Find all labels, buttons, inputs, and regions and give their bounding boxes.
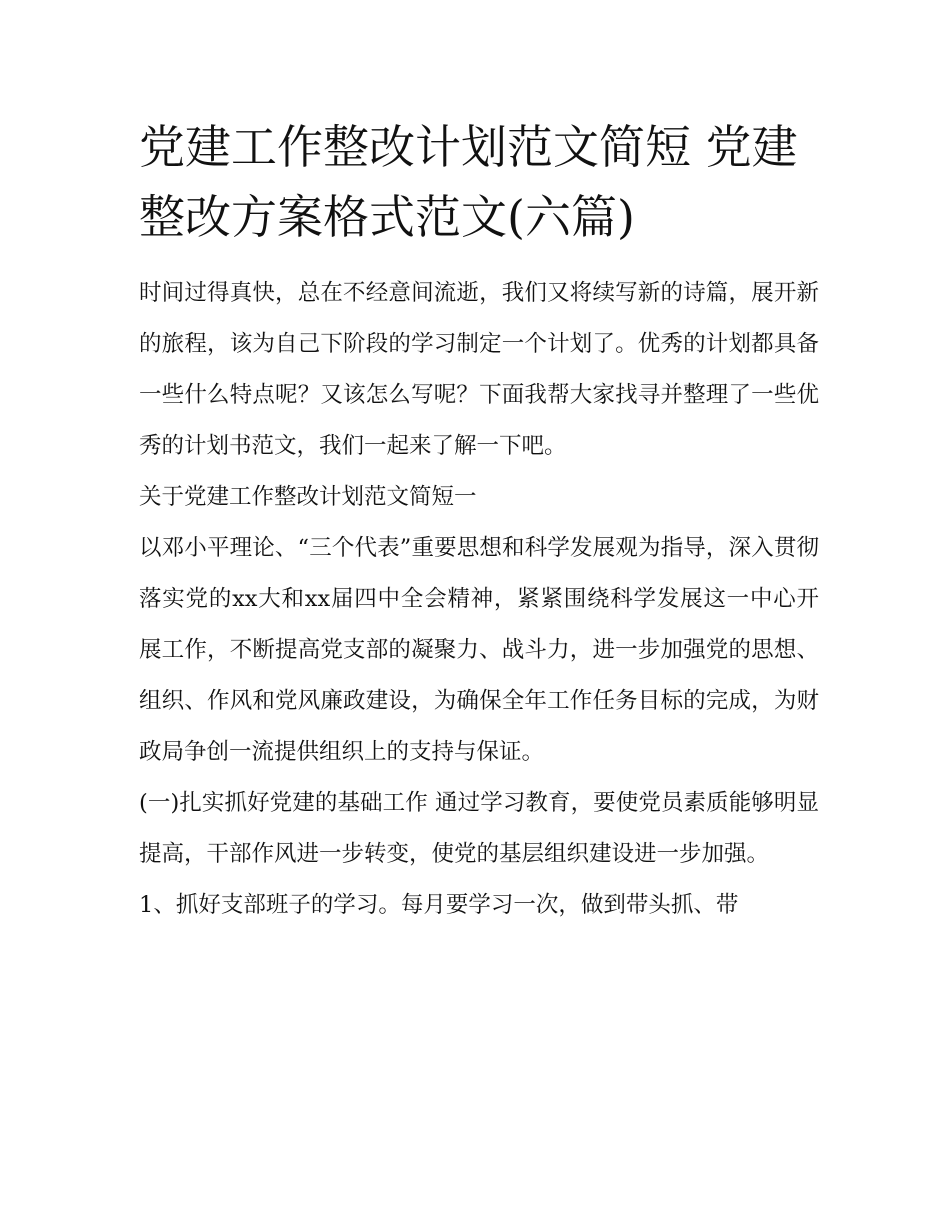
list-item-paragraph: 1、抓好支部班子的学习。每月要学习一次，做到带头抓、带 bbox=[139, 892, 739, 918]
section-heading: 关于党建工作整改计划范文简短一 bbox=[139, 484, 477, 510]
document-page bbox=[139, 112, 819, 931]
document-title: 党建工作整改计划范文简短 党建整改方案格式范文(六篇) bbox=[139, 120, 798, 244]
subsection-paragraph: (一)扎实抓好党建的基础工作 通过学习教育，要使党员素质能够明显提高，干部作风进一步转变，使党的基层组织建设进一步加强。 bbox=[139, 790, 819, 867]
intro-paragraph: 时间过得真快，总在不经意间流逝，我们又将续写新的诗篇，展开新的旅程，该为自己下阶段的学习制定一个计划了。优秀的计划都具备一些什么特点呢？又该怎么写呢？下面我帮大家找寻并整理了一些优秀的计划书范文，我们一起来了解一下吧。 bbox=[139, 280, 819, 459]
guideline-paragraph: 以邓小平理论、“三个代表”重要思想和科学发展观为指导，深入贯彻落实党的xx大和xx届四中全会精神，紧紧围绕科学发展这一中心开展工作，不断提高党支部的凝聚力、战斗力，进一步加强党的思想、组织、作风和党风廉政建设，为确保全年工作任务目标的完成，为财政局争创一流提供组织上的支持与保证。 bbox=[139, 535, 819, 765]
